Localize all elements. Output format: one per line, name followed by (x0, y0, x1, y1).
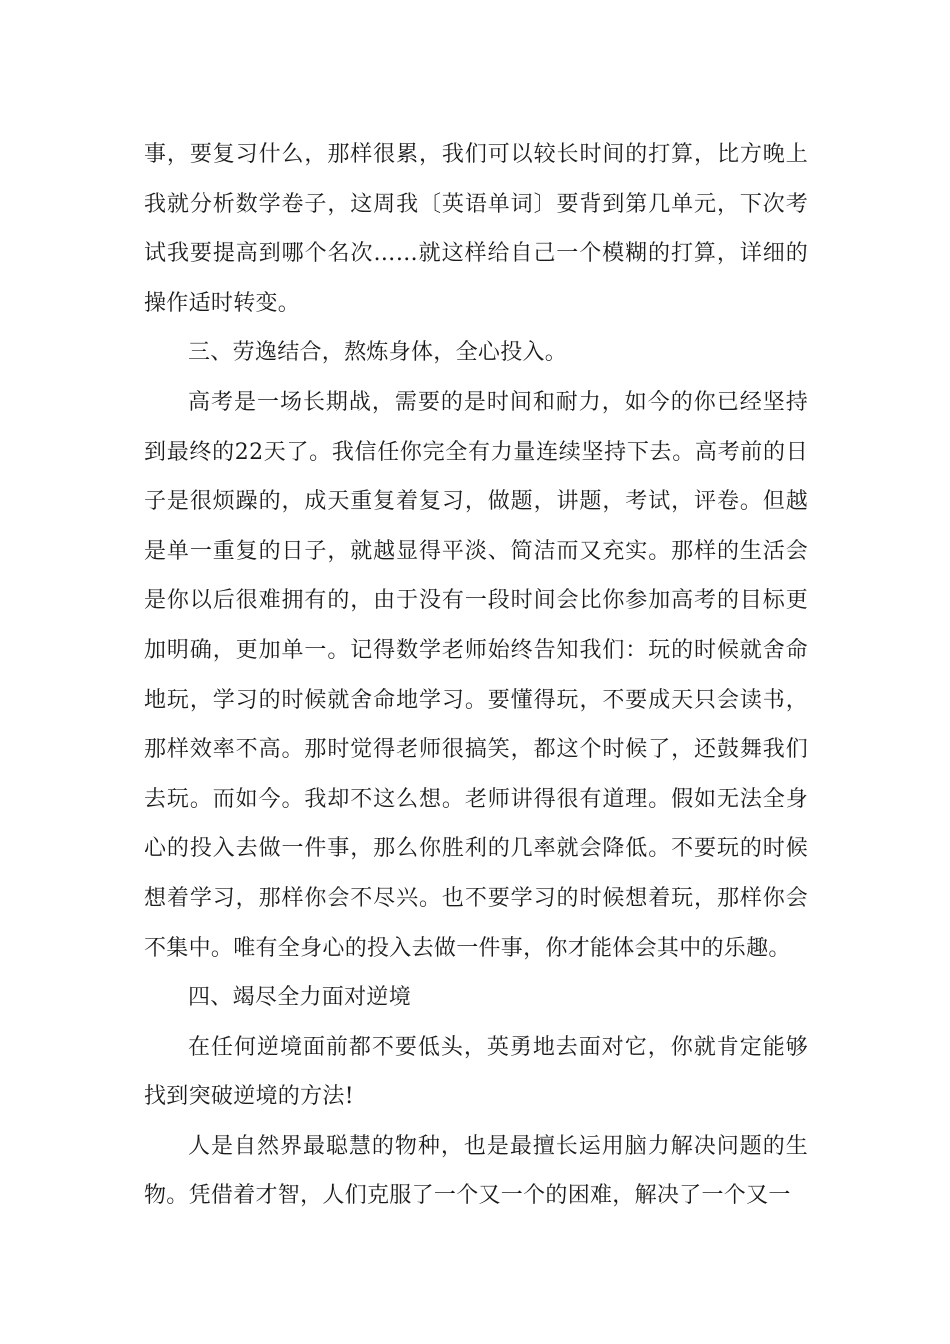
section-heading-three: 三、劳逸结合，熬炼身体，全心投入。 (188, 340, 568, 366)
document-body (144, 130, 808, 1221)
section-heading-four: 四、竭尽全力面对逆境 (188, 985, 412, 1011)
paragraph-face-adversity: 在任何逆境面前都不要低头，英勇地去面对它，你就肯定能够找到突破逆境的方法! (144, 1034, 808, 1110)
paragraph-continuation: 事，要复习什么，那样很累，我们可以较长时间的打算，比方晚上我就分析数学卷子，这周我〔英语单词〕要背到第几单元，下次考试我要提高到哪个名次……就这样给自己一个模糊的打算，详细的操作适时转变。 (144, 142, 808, 316)
paragraph-long-war: 高考是一场长期战，需要的是时间和耐力，如今的你已经坚持到最终的22天了。我信任你完全有力量连续坚持下去。高考前的日子是很烦躁的，成天重复着复习，做题，讲题，考试，评卷。但越是单一重复的日子，就越显得平淡、简洁而又充实。那样的生活会是你以后很难拥有的，由于没有一段时间会比你参加高考的目标更加明确，更加单一。记得数学老师始终告知我们：玩的时候就舍命地玩，学习的时候就舍命地学习。要懂得玩，不要成天只会读书，那样效率不高。那时觉得老师很搞笑，都这个时候了，还鼓舞我们去玩。而如今。我却不这么想。老师讲得很有道理。假如无法全身心的投入去做一件事，那么你胜利的几率就会降低。不要玩的时候想着学习，那样你会不尽兴。也不要学习的时候想着玩，那样你会不集中。唯有全身心的投入去做一件事，你才能体会其中的乐趣。 (144, 389, 808, 961)
paragraph-human-wisdom: 人是自然界最聪慧的物种，也是最擅长运用脑力解决问题的生物。凭借着才智，人们克服了一个又一个的困难，解决了一个又一 (144, 1133, 808, 1209)
